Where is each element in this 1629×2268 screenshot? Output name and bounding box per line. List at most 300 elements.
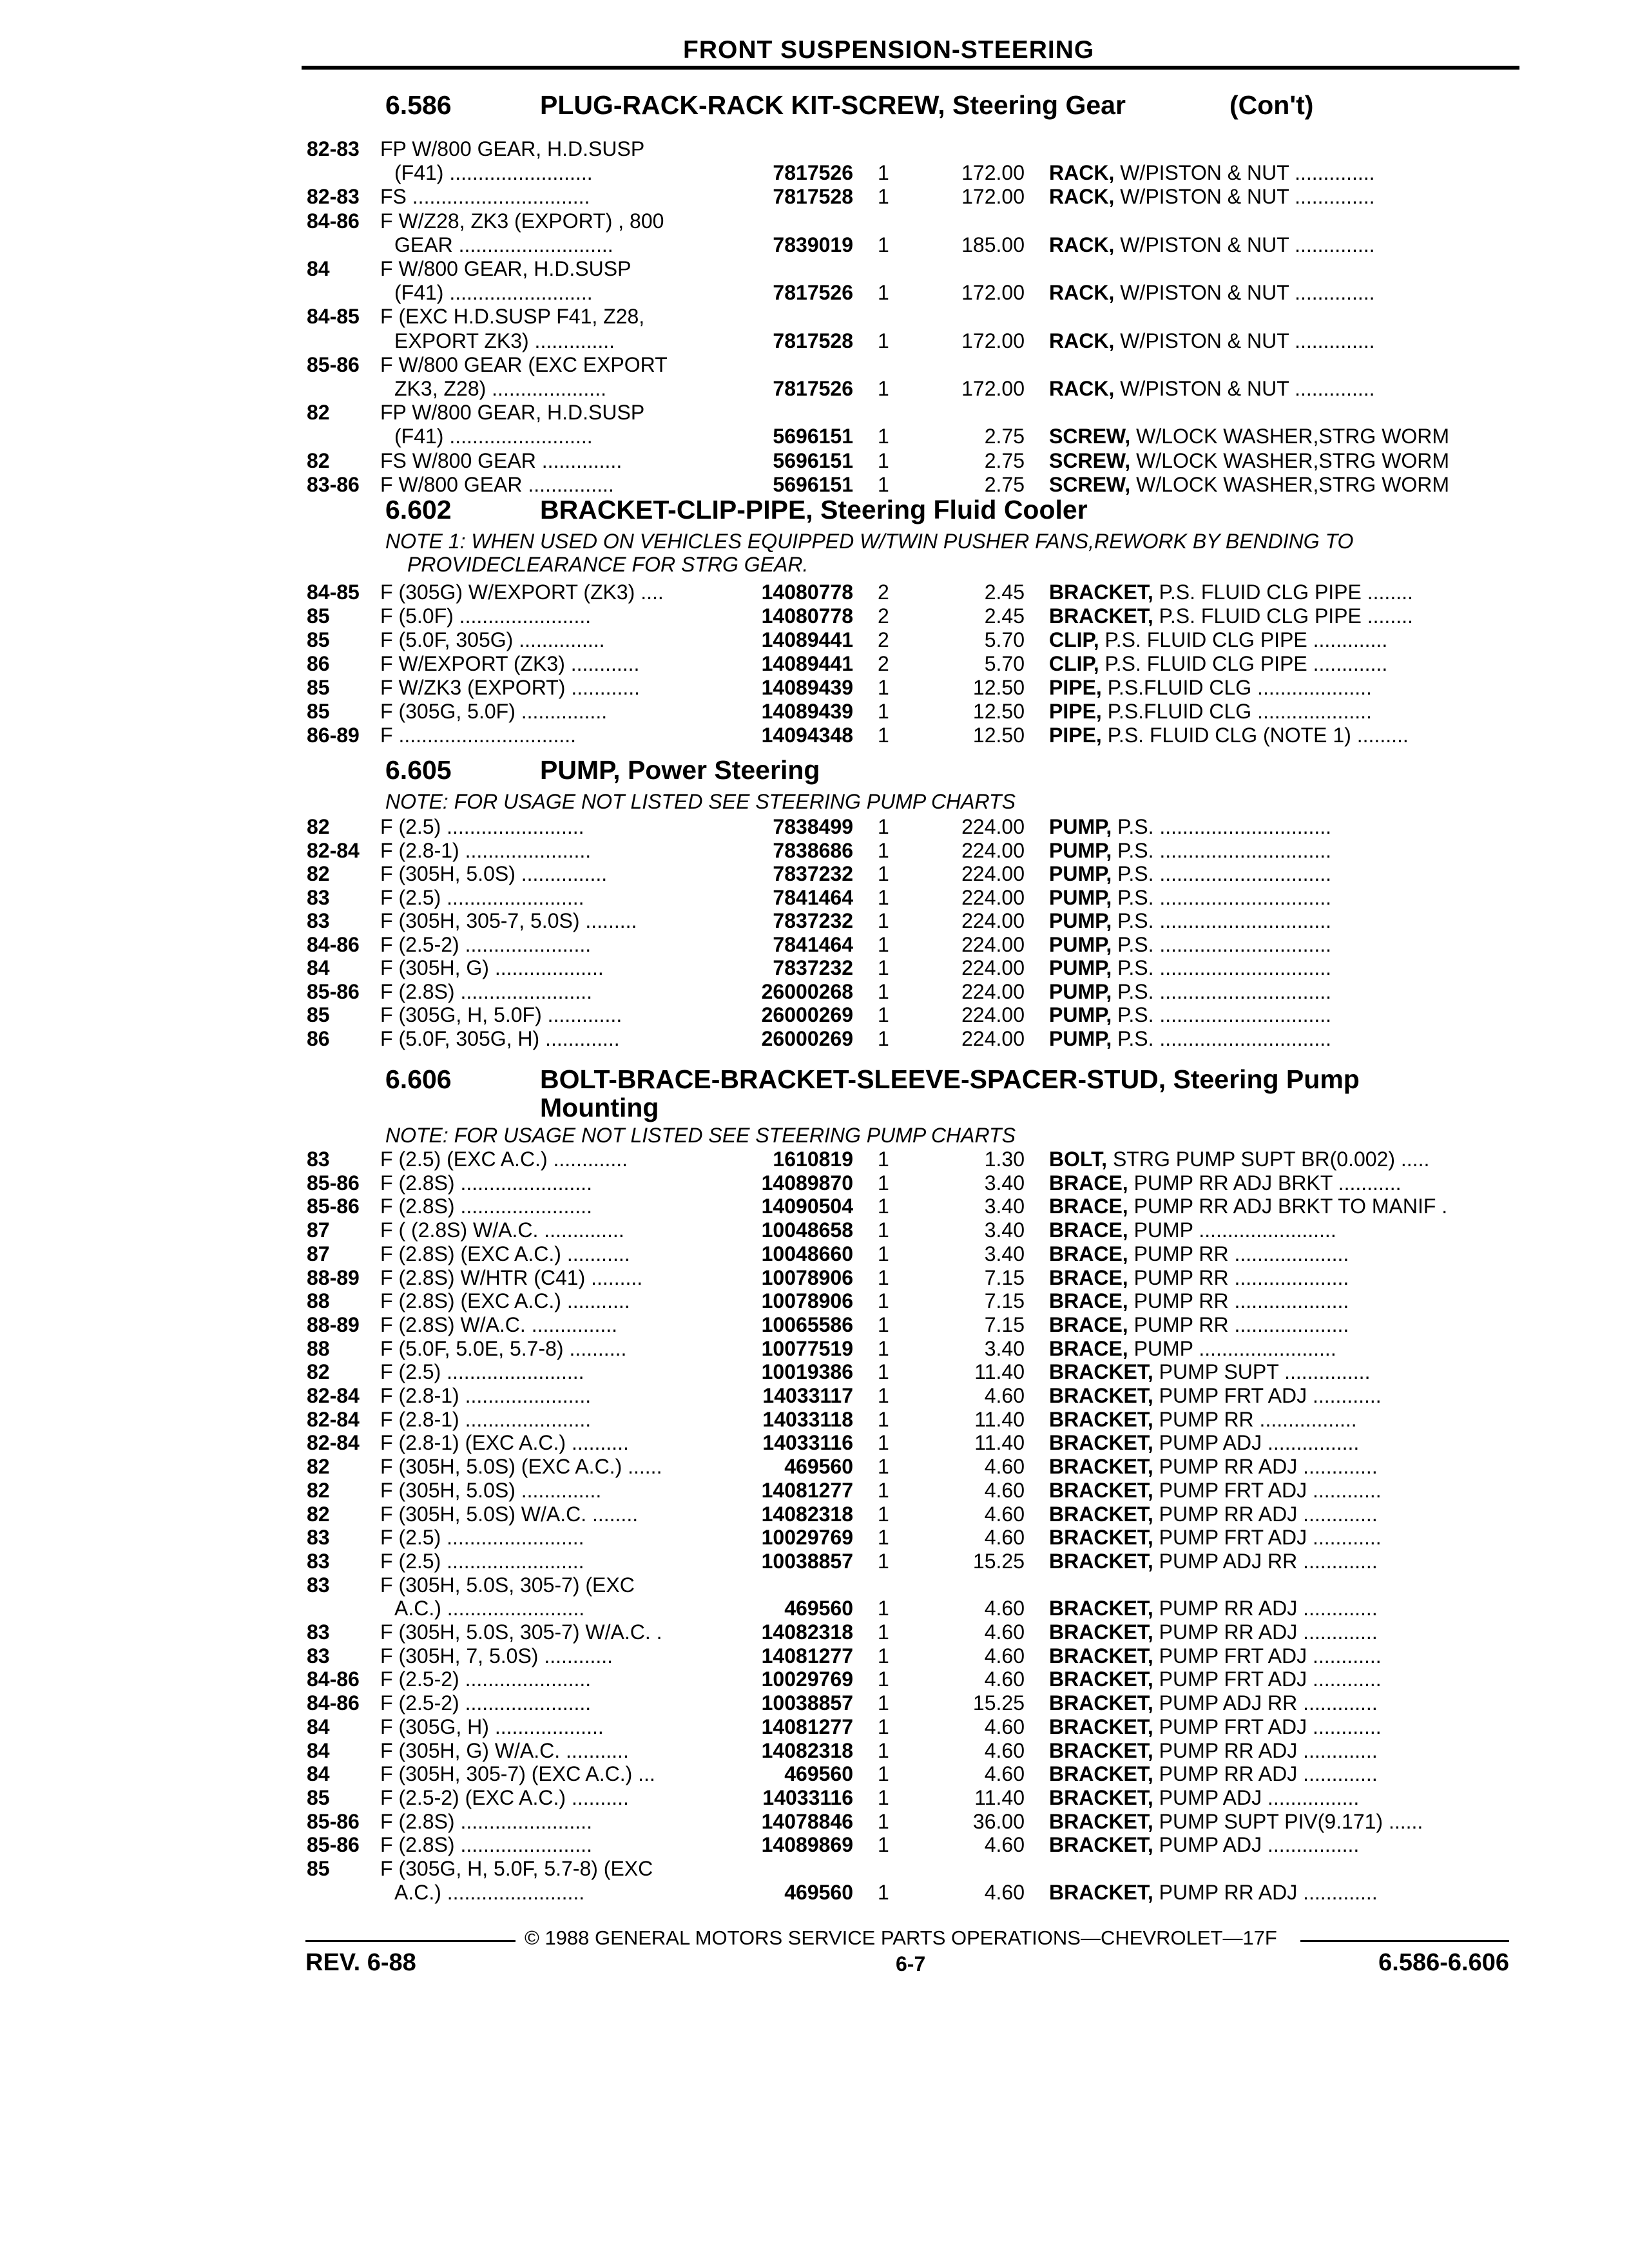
application: F W/EXPORT (ZK3) ............: [380, 652, 640, 675]
part-number: 14078846: [761, 1810, 853, 1833]
description-detail: P.S. ..............................: [1112, 1027, 1332, 1050]
description-detail: PUMP RR ADJ .............: [1153, 1762, 1378, 1785]
application: F (2.5-2) ......................: [380, 1691, 592, 1715]
model-years: 85: [307, 1003, 330, 1026]
model-years: 84-86: [307, 209, 360, 233]
table-row: [0, 1218, 1629, 1242]
application: F (305H, 5.0S) ...............: [380, 862, 608, 885]
description-keyword: PUMP,: [1049, 815, 1112, 838]
price: 4.60: [984, 1620, 1025, 1644]
table-row: [0, 184, 1629, 209]
description-detail: PUMP FRT ADJ ............: [1153, 1479, 1382, 1502]
description-keyword: BRACKET,: [1049, 1810, 1153, 1833]
model-years: 86: [307, 652, 330, 675]
table-row: [0, 1644, 1629, 1668]
quantity: 1: [878, 839, 889, 862]
description: [1049, 628, 1513, 652]
model-years: 82-84: [307, 1408, 360, 1431]
description: [1049, 1242, 1513, 1266]
description-keyword: BRACKET,: [1049, 1786, 1153, 1809]
description-keyword: BRACKET,: [1049, 1550, 1153, 1573]
table-row: [0, 956, 1629, 980]
description: [1049, 1147, 1513, 1171]
application: F (305H, G) W/A.C. ...........: [380, 1739, 629, 1762]
price: 4.60: [984, 1455, 1025, 1478]
quantity: 1: [878, 1003, 889, 1026]
part-number: 14033118: [762, 1408, 853, 1431]
description: [1049, 1832, 1513, 1857]
price: 3.40: [984, 1242, 1025, 1265]
application: F W/Z28, ZK3 (EXPORT) , 800: [380, 209, 664, 233]
description-detail: W/PISTON & NUT ..............: [1114, 161, 1375, 184]
price: 2.45: [984, 604, 1025, 628]
quantity: 1: [878, 933, 889, 956]
table-row: [0, 1454, 1629, 1479]
table-row: [0, 814, 1629, 839]
description-keyword: RACK,: [1049, 281, 1115, 304]
description-detail: PUMP RR ADJ .............: [1153, 1739, 1378, 1762]
quantity: 1: [878, 161, 889, 184]
description-keyword: PIPE,: [1049, 700, 1102, 723]
description: [1049, 1171, 1513, 1195]
table-row: [0, 329, 1629, 353]
section-number: 6.606: [385, 1064, 452, 1094]
table-row: [0, 1573, 1629, 1597]
quantity: 1: [878, 1881, 889, 1904]
quantity: 1: [878, 1644, 889, 1667]
quantity: 1: [878, 1218, 889, 1242]
part-number: 469560: [784, 1597, 853, 1620]
price: 224.00: [961, 815, 1025, 838]
quantity: 1: [878, 1266, 889, 1289]
quantity: 1: [878, 1667, 889, 1691]
description: [1049, 280, 1513, 305]
description: [1049, 580, 1513, 604]
application: F (5.0F, 305G) ...............: [380, 628, 605, 651]
table-row: [0, 160, 1629, 185]
model-years: 82: [307, 862, 330, 885]
part-number: 14033117: [762, 1384, 853, 1407]
description-keyword: BRACKET,: [1049, 1479, 1153, 1502]
description: [1049, 1549, 1513, 1573]
part-number: 10048658: [761, 1218, 853, 1242]
description-detail: PUMP FRT ADJ ............: [1153, 1644, 1382, 1667]
application: F (2.5) (EXC A.C.) .............: [380, 1148, 628, 1171]
quantity: 1: [878, 1833, 889, 1856]
description-detail: PUMP RR ADJ BRKT ...........: [1128, 1171, 1402, 1195]
model-years: 83: [307, 1620, 330, 1644]
description: [1049, 956, 1513, 980]
description-keyword: RACK,: [1049, 377, 1115, 400]
application: F (2.5) ........................: [380, 1550, 584, 1573]
table-row: [0, 1785, 1629, 1810]
model-years: 83: [307, 1573, 330, 1597]
description-keyword: BRACE,: [1049, 1337, 1128, 1360]
section-title: BRACKET-CLIP-PIPE, Steering Fluid Cooler: [540, 495, 1088, 524]
model-years: 87: [307, 1242, 330, 1265]
application: F ( (2.8S) W/A.C. ..............: [380, 1218, 624, 1242]
model-years: 83-86: [307, 473, 360, 496]
application: F (305G, H, 5.0F, 5.7-8) (EXC: [380, 1857, 653, 1880]
table-row: [0, 1407, 1629, 1432]
model-years: 84: [307, 1715, 330, 1738]
description-keyword: BRACKET,: [1049, 1360, 1153, 1383]
application: F (305G, H) ...................: [380, 1715, 604, 1738]
running-head: FRONT SUSPENSION-STEERING: [683, 36, 1095, 64]
table-row: [0, 861, 1629, 886]
section-number: 6.602: [385, 495, 452, 524]
description: [1049, 472, 1513, 497]
table-row: [0, 1691, 1629, 1715]
part-number: 7817528: [773, 329, 853, 352]
section-title: BOLT-BRACE-BRACKET-SLEEVE-SPACER-STUD, Steering Pump: [540, 1064, 1360, 1094]
table-row: [0, 448, 1629, 473]
part-number: 7817526: [773, 281, 853, 304]
table-row: [0, 233, 1629, 257]
description-keyword: PUMP,: [1049, 909, 1112, 932]
description-keyword: BRACKET,: [1049, 1762, 1153, 1785]
description: [1049, 1525, 1513, 1550]
description: [1049, 1383, 1513, 1408]
section-note: NOTE: FOR USAGE NOT LISTED SEE STEERING PUMP CHARTS: [385, 790, 1016, 813]
table-row: [0, 376, 1629, 401]
part-number: 7817526: [773, 377, 853, 400]
model-years: 84-85: [307, 581, 360, 604]
table-row: [0, 1147, 1629, 1171]
quantity: 1: [878, 1479, 889, 1502]
description: [1049, 699, 1513, 724]
description: [1049, 1691, 1513, 1715]
price: 224.00: [961, 1027, 1025, 1050]
section-title: PUMP, Power Steering: [540, 755, 820, 785]
application: F (305H, 305-7) (EXC A.C.) ...: [380, 1762, 655, 1785]
description-detail: P.S. ..............................: [1112, 980, 1332, 1003]
model-years: 82: [307, 815, 330, 838]
model-years: 88: [307, 1337, 330, 1360]
model-years: 82: [307, 1455, 330, 1478]
application: F (5.0F, 305G, H) .............: [380, 1027, 620, 1050]
application: F (305H, 5.0S, 305-7) W/A.C. .: [380, 1620, 662, 1644]
description-detail: PUMP SUPT PIV(9.171) ......: [1153, 1810, 1423, 1833]
model-years: 85-86: [307, 1195, 360, 1218]
application: F (2.8S) (EXC A.C.) ...........: [380, 1289, 630, 1312]
model-years: 85: [307, 1786, 330, 1809]
description-keyword: PIPE,: [1049, 724, 1102, 747]
description-keyword: CLIP,: [1049, 652, 1099, 675]
quantity: 1: [878, 1597, 889, 1620]
section-note: NOTE: FOR USAGE NOT LISTED SEE STEERING PUMP CHARTS: [385, 1124, 1016, 1147]
description-keyword: BRACKET,: [1049, 1526, 1153, 1549]
price: 3.40: [984, 1218, 1025, 1242]
description-detail: PUMP RR ADJ .............: [1153, 1503, 1378, 1526]
application: F (2.8S) .......................: [380, 980, 592, 1003]
quantity: 1: [878, 815, 889, 838]
table-row: [0, 1003, 1629, 1027]
description-detail: PUMP RR ....................: [1128, 1289, 1349, 1312]
part-number: 7817528: [773, 185, 853, 208]
quantity: 2: [878, 652, 889, 675]
description: [1049, 1289, 1513, 1313]
table-row: [0, 1265, 1629, 1290]
description-detail: P.S.FLUID CLG ....................: [1101, 700, 1372, 723]
description: [1049, 1026, 1513, 1051]
quantity: 1: [878, 1289, 889, 1312]
price: 172.00: [961, 185, 1025, 208]
table-row: [0, 1360, 1629, 1384]
quantity: 1: [878, 676, 889, 699]
price: 224.00: [961, 956, 1025, 979]
description-detail: PUMP RR ADJ .............: [1153, 1597, 1378, 1620]
description-detail: P.S. FLUID CLG PIPE .............: [1099, 652, 1388, 675]
table-row: [0, 209, 1629, 233]
table-row: [0, 256, 1629, 281]
price: 4.60: [984, 1833, 1025, 1856]
part-number: 14089870: [761, 1171, 853, 1195]
part-number: 7841464: [773, 933, 853, 956]
model-years: 82-84: [307, 839, 360, 862]
table-row: [0, 651, 1629, 676]
table-row: [0, 1738, 1629, 1763]
quantity: 1: [878, 1691, 889, 1715]
model-years: 84: [307, 257, 330, 280]
part-number: 1610819: [773, 1148, 853, 1171]
price: 4.60: [984, 1479, 1025, 1502]
price: 11.40: [974, 1786, 1025, 1809]
description: [1049, 932, 1513, 957]
description: [1049, 160, 1513, 185]
price: 224.00: [961, 933, 1025, 956]
description-detail: PUMP FRT ADJ ............: [1153, 1667, 1382, 1691]
model-years: 85-86: [307, 1171, 360, 1195]
application: F (305H, G) ...................: [380, 956, 604, 979]
description-keyword: PUMP,: [1049, 886, 1112, 909]
description-detail: W/LOCK WASHER,STRG WORM: [1130, 425, 1450, 448]
table-row: [0, 1242, 1629, 1266]
part-number: 469560: [784, 1762, 853, 1785]
description: [1049, 1454, 1513, 1479]
description-keyword: BOLT,: [1049, 1148, 1108, 1171]
application: (F41) .........................: [394, 161, 593, 184]
description: [1049, 448, 1513, 473]
description: [1049, 838, 1513, 863]
price: 224.00: [961, 886, 1025, 909]
quantity: 1: [878, 1620, 889, 1644]
table-row: [0, 908, 1629, 933]
description-detail: P.S.FLUID CLG ....................: [1101, 676, 1372, 699]
description-detail: PUMP ........................: [1128, 1337, 1336, 1360]
description-keyword: SCREW,: [1049, 449, 1131, 472]
application: F (2.8-1) ......................: [380, 1408, 592, 1431]
model-years: 83: [307, 1550, 330, 1573]
application: F (305G) W/EXPORT (ZK3) ....: [380, 581, 664, 604]
quantity: 1: [878, 1360, 889, 1383]
part-number: 14090504: [761, 1195, 853, 1218]
application: EXPORT ZK3) ..............: [394, 329, 615, 352]
price: 5.70: [984, 628, 1025, 651]
description: [1049, 1785, 1513, 1810]
application: F (305H, 5.0S) ..............: [380, 1479, 602, 1502]
price: 4.60: [984, 1715, 1025, 1738]
application: F (2.5) ........................: [380, 1360, 584, 1383]
part-number: 10038857: [761, 1550, 853, 1573]
table-row: [0, 304, 1629, 329]
price: 3.40: [984, 1195, 1025, 1218]
application: FP W/800 GEAR, H.D.SUSP: [380, 137, 645, 160]
application: F (2.8-1) ......................: [380, 839, 592, 862]
table-row: [0, 1809, 1629, 1834]
description-keyword: BRACKET,: [1049, 1408, 1153, 1431]
price: 7.15: [984, 1289, 1025, 1312]
part-number: 14089441: [761, 628, 853, 651]
price: 185.00: [961, 233, 1025, 256]
quantity: 1: [878, 1242, 889, 1265]
description-keyword: PUMP,: [1049, 862, 1112, 885]
quantity: 1: [878, 1550, 889, 1573]
application: F (2.5-2) ......................: [380, 1667, 592, 1691]
price: 172.00: [961, 329, 1025, 352]
part-number: 7838499: [773, 815, 853, 838]
description: [1049, 1003, 1513, 1027]
part-number: 10078906: [761, 1289, 853, 1312]
table-row: [0, 352, 1629, 377]
table-row: [0, 699, 1629, 724]
description-keyword: BRACKET,: [1049, 1739, 1153, 1762]
copyright-line: © 1988 GENERAL MOTORS SERVICE PARTS OPERATIONS—CHEVROLET—17F: [525, 1927, 1277, 1949]
application: GEAR ...........................: [394, 233, 613, 256]
price: 224.00: [961, 862, 1025, 885]
model-years: 83: [307, 1644, 330, 1667]
description: [1049, 1502, 1513, 1526]
part-number: 10029769: [761, 1526, 853, 1549]
description: [1049, 184, 1513, 209]
application: F (305H, 305-7, 5.0S) .........: [380, 909, 637, 932]
description-keyword: BRACKET,: [1049, 1644, 1153, 1667]
model-years: 82-83: [307, 137, 360, 160]
application: F (2.8S) .......................: [380, 1810, 592, 1833]
price: 224.00: [961, 839, 1025, 862]
description-detail: P.S. ..............................: [1112, 909, 1332, 932]
part-number: 14094348: [761, 724, 853, 747]
model-years: 86-89: [307, 724, 360, 747]
quantity: 1: [878, 700, 889, 723]
application: F (305H, 7, 5.0S) ............: [380, 1644, 613, 1667]
description-detail: P.S. ..............................: [1112, 862, 1332, 885]
price: 36.00: [972, 1810, 1025, 1833]
table-row: [0, 1312, 1629, 1337]
table-row: [0, 137, 1629, 161]
quantity: 1: [878, 329, 889, 352]
description: [1049, 1644, 1513, 1668]
quantity: 1: [878, 909, 889, 932]
table-row: [0, 1171, 1629, 1195]
quantity: 1: [878, 1337, 889, 1360]
description-keyword: BRACE,: [1049, 1289, 1128, 1312]
description: [1049, 1265, 1513, 1290]
application: F W/800 GEAR (EXC EXPORT: [380, 353, 668, 376]
part-number: 26000269: [761, 1027, 853, 1050]
model-years: 82-84: [307, 1431, 360, 1454]
table-row: [0, 1026, 1629, 1051]
section-title: PLUG-RACK-RACK KIT-SCREW, Steering Gear: [540, 90, 1126, 120]
quantity: 2: [878, 581, 889, 604]
table-row: [0, 628, 1629, 652]
description: [1049, 1738, 1513, 1763]
description-keyword: RACK,: [1049, 161, 1115, 184]
quantity: 1: [878, 862, 889, 885]
model-years: 87: [307, 1218, 330, 1242]
description-detail: PUMP FRT ADJ ............: [1153, 1384, 1382, 1407]
price: 224.00: [961, 980, 1025, 1003]
part-number: 10029769: [761, 1667, 853, 1691]
application: F (2.8S) .......................: [380, 1171, 592, 1195]
application: F (305H, 5.0S) W/A.C. ........: [380, 1503, 639, 1526]
description-detail: PUMP RR ....................: [1128, 1242, 1349, 1265]
application: F (2.8S) (EXC A.C.) ...........: [380, 1242, 630, 1265]
description: [1049, 675, 1513, 700]
table-row: [0, 1880, 1629, 1905]
table-row: [0, 1620, 1629, 1644]
description-detail: PUMP ........................: [1128, 1218, 1336, 1242]
price: 12.50: [972, 676, 1025, 699]
price: 4.60: [984, 1667, 1025, 1691]
model-years: 82: [307, 1503, 330, 1526]
price: 4.60: [984, 1881, 1025, 1904]
description-detail: PUMP RR ....................: [1128, 1313, 1349, 1336]
description-keyword: BRACKET,: [1049, 1620, 1153, 1644]
quantity: 1: [878, 233, 889, 256]
description-detail: W/PISTON & NUT ..............: [1114, 281, 1375, 304]
model-years: 82: [307, 449, 330, 472]
model-years: 82: [307, 1479, 330, 1502]
description-detail: P.S. FLUID CLG PIPE ........: [1153, 581, 1413, 604]
quantity: 1: [878, 1455, 889, 1478]
model-years: 86: [307, 1027, 330, 1050]
table-row: [0, 1549, 1629, 1573]
description-detail: P.S. FLUID CLG (NOTE 1) .........: [1101, 724, 1409, 747]
section-continued: (Con't): [1229, 90, 1314, 120]
part-number: 7837232: [773, 909, 853, 932]
price: 224.00: [961, 909, 1025, 932]
description-keyword: RACK,: [1049, 185, 1115, 208]
description: [1049, 1715, 1513, 1739]
description-keyword: SCREW,: [1049, 425, 1131, 448]
model-years: 85-86: [307, 1810, 360, 1833]
description-detail: W/LOCK WASHER,STRG WORM: [1130, 449, 1450, 472]
description-detail: STRG PUMP SUPT BR(0.002) .....: [1107, 1148, 1430, 1171]
price: 2.75: [984, 473, 1025, 496]
description-keyword: BRACE,: [1049, 1171, 1128, 1195]
model-years: 84-86: [307, 1691, 360, 1715]
description-keyword: BRACKET,: [1049, 1455, 1153, 1478]
application: A.C.) ........................: [394, 1597, 585, 1620]
application: F (305H, 5.0S, 305-7) (EXC: [380, 1573, 635, 1597]
description-keyword: BRACKET,: [1049, 581, 1153, 604]
model-years: 88: [307, 1289, 330, 1312]
section-note-continued: PROVIDECLEARANCE FOR STRG GEAR.: [407, 553, 809, 576]
description-keyword: PUMP,: [1049, 933, 1112, 956]
description-detail: P.S. ..............................: [1112, 1003, 1332, 1026]
model-years: 88-89: [307, 1313, 360, 1336]
application: F (2.8S) W/A.C. ...............: [380, 1313, 618, 1336]
description-detail: PUMP RR ADJ .............: [1153, 1620, 1378, 1644]
description: [1049, 979, 1513, 1004]
price: 11.40: [974, 1431, 1025, 1454]
quantity: 1: [878, 1171, 889, 1195]
model-years: 88-89: [307, 1266, 360, 1289]
part-number: 10077519: [761, 1337, 853, 1360]
table-row: [0, 280, 1629, 305]
table-row: [0, 932, 1629, 957]
